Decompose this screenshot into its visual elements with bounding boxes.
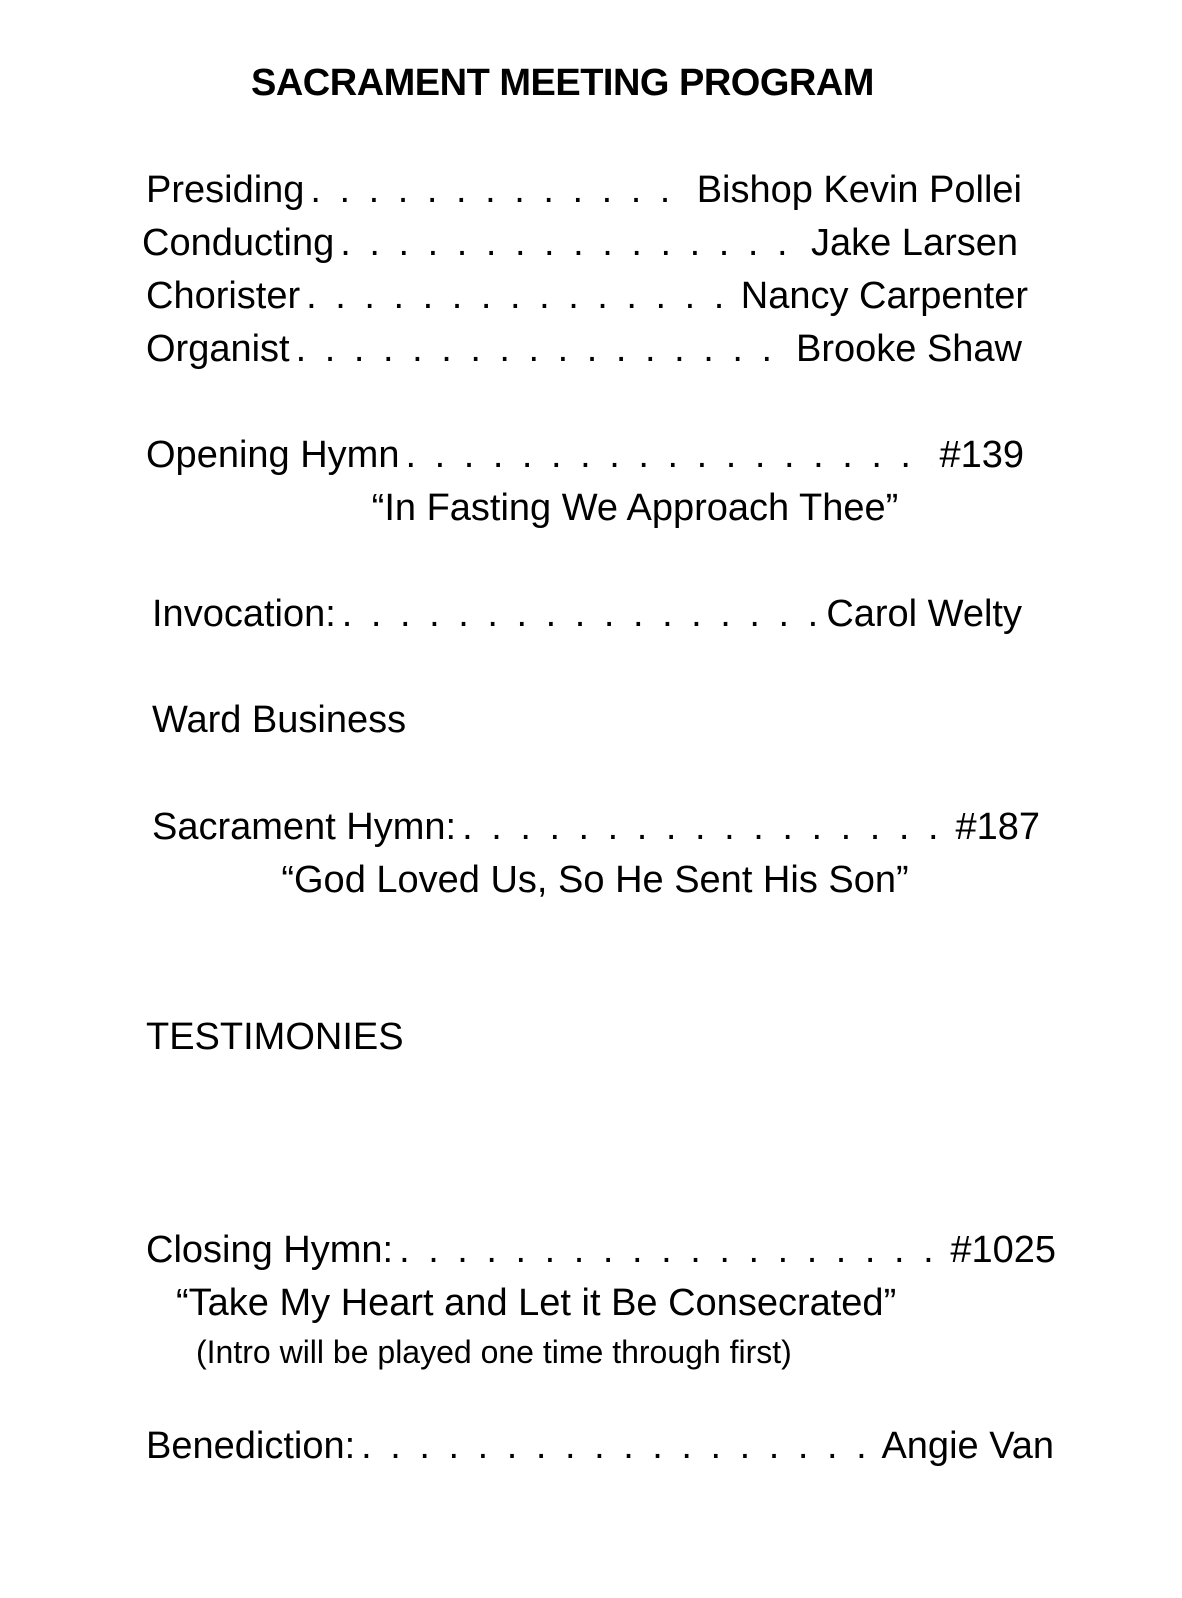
program-title: SACRAMENT MEETING PROGRAM bbox=[251, 62, 874, 104]
presiding-name: Bishop Kevin Pollei bbox=[696, 169, 1022, 211]
sacrament-hymn-row bbox=[152, 803, 1040, 851]
benediction-name: Angie Van bbox=[881, 1425, 1054, 1467]
dot-leader bbox=[399, 1226, 944, 1274]
sacrament-hymn-number: #187 bbox=[955, 806, 1040, 848]
chorister-name: Nancy Carpenter bbox=[740, 275, 1028, 317]
dot-leader bbox=[405, 431, 933, 479]
organist-label: Organist bbox=[146, 328, 290, 370]
closing-hymn-title: “Take My Heart and Let it Be Consecrated” bbox=[176, 1282, 897, 1324]
opening-hymn-row bbox=[146, 431, 1024, 479]
conducting-row bbox=[142, 219, 1018, 267]
dot-leader bbox=[306, 272, 735, 320]
benediction-row bbox=[146, 1422, 1054, 1470]
closing-hymn-label: Closing Hymn: bbox=[146, 1229, 394, 1271]
invocation-row bbox=[152, 590, 1022, 638]
presiding-label: Presiding bbox=[146, 169, 305, 211]
organist-row bbox=[146, 325, 1022, 373]
conducting-label: Conducting bbox=[142, 222, 335, 264]
opening-hymn-label: Opening Hymn bbox=[146, 434, 400, 476]
closing-hymn-number: #1025 bbox=[950, 1229, 1056, 1271]
dot-leader bbox=[361, 1422, 875, 1470]
conducting-name: Jake Larsen bbox=[810, 222, 1018, 264]
opening-hymn-number: #139 bbox=[939, 434, 1024, 476]
dot-leader bbox=[310, 166, 690, 214]
chorister-label: Chorister bbox=[146, 275, 301, 317]
dot-leader bbox=[296, 325, 790, 373]
presiding-row bbox=[146, 166, 1022, 214]
sacrament-hymn-title: “God Loved Us, So He Sent His Son” bbox=[281, 859, 909, 901]
benediction-label: Benediction: bbox=[146, 1425, 356, 1467]
closing-hymn-note: (Intro will be played one time through first) bbox=[196, 1334, 792, 1370]
closing-hymn-row bbox=[146, 1226, 1056, 1274]
sacrament-hymn-label: Sacrament Hymn: bbox=[152, 806, 457, 848]
organist-name: Brooke Shaw bbox=[795, 328, 1022, 370]
dot-leader bbox=[340, 219, 805, 267]
dot-leader bbox=[342, 590, 821, 638]
ward-business: Ward Business bbox=[152, 699, 407, 741]
dot-leader bbox=[462, 803, 949, 851]
opening-hymn-title: “In Fasting We Approach Thee” bbox=[371, 487, 899, 529]
invocation-label: Invocation: bbox=[152, 593, 336, 635]
testimonies-heading: TESTIMONIES bbox=[146, 1016, 404, 1058]
invocation-name: Carol Welty bbox=[826, 593, 1022, 635]
chorister-row bbox=[146, 272, 1028, 320]
